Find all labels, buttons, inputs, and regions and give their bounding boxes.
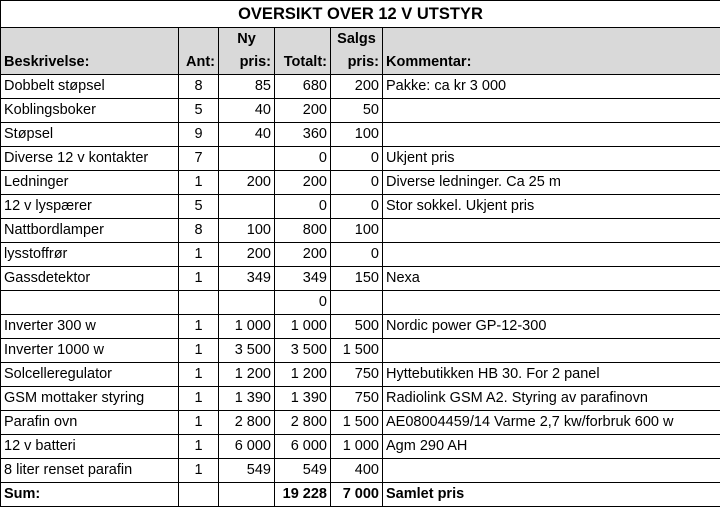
cell-ant: 1 (179, 363, 219, 387)
table-row (1, 291, 720, 315)
cell-ant: 8 (179, 219, 219, 243)
cell-beskrivelse: Støpsel (1, 123, 179, 147)
cell-beskrivelse: 12 v batteri (1, 435, 179, 459)
cell-beskrivelse: Inverter 1000 w (1, 339, 179, 363)
table-row (1, 123, 720, 147)
cell-beskrivelse: Solcelleregulator (1, 363, 179, 387)
cell-totalt: 800 (275, 219, 331, 243)
cell-beskrivelse: GSM mottaker styring (1, 387, 179, 411)
table-row (1, 411, 720, 435)
cell-salgspris: 0 (331, 147, 383, 171)
cell-beskrivelse: Diverse 12 v kontakter (1, 147, 179, 171)
cell-kommentar: Stor sokkel. Ukjent pris (383, 195, 720, 219)
title-row (1, 1, 720, 28)
cell-kommentar: Radiolink GSM A2. Styring av parafinovn (383, 387, 720, 411)
cell-salgspris: 100 (331, 123, 383, 147)
cell-beskrivelse: Gassdetektor (1, 267, 179, 291)
cell-salgspris: 1 500 (331, 411, 383, 435)
cell-ant: 1 (179, 243, 219, 267)
cell-beskrivelse: Ledninger (1, 171, 179, 195)
cell-salgspris: 500 (331, 315, 383, 339)
cell-totalt: 1 200 (275, 363, 331, 387)
cell-beskrivelse (1, 291, 179, 315)
cell-kommentar: Hyttebutikken HB 30. For 2 panel (383, 363, 720, 387)
cell-kommentar: Ukjent pris (383, 147, 720, 171)
header-salgspris: pris: (331, 51, 383, 75)
cell-pris: 1 000 (219, 315, 275, 339)
sum-totalt: 19 228 (275, 483, 331, 507)
cell-pris: 349 (219, 267, 275, 291)
cell-salgspris: 750 (331, 363, 383, 387)
cell-pris: 200 (219, 171, 275, 195)
sum-cell-empty (179, 483, 219, 507)
cell-ant: 1 (179, 387, 219, 411)
cell-totalt: 0 (275, 291, 331, 315)
cell-pris: 200 (219, 243, 275, 267)
cell-beskrivelse: Dobbelt støpsel (1, 75, 179, 99)
cell-totalt: 349 (275, 267, 331, 291)
table-row (1, 459, 720, 483)
cell-kommentar (383, 459, 720, 483)
cell-pris: 3 500 (219, 339, 275, 363)
cell-salgspris: 0 (331, 195, 383, 219)
cell-ant: 1 (179, 171, 219, 195)
cell-kommentar: Diverse ledninger. Ca 25 m (383, 171, 720, 195)
cell-ant: 1 (179, 267, 219, 291)
cell-kommentar (383, 339, 720, 363)
header-pris: pris: (219, 51, 275, 75)
cell-salgspris: 1 500 (331, 339, 383, 363)
cell-kommentar: AE08004459/14 Varme 2,7 kw/forbruk 600 w (383, 411, 720, 435)
cell-ant: 9 (179, 123, 219, 147)
header-ant: Ant: (179, 51, 219, 75)
table-row (1, 171, 720, 195)
cell-totalt: 0 (275, 195, 331, 219)
cell-salgspris: 150 (331, 267, 383, 291)
cell-totalt: 0 (275, 147, 331, 171)
sum-salgspris: 7 000 (331, 483, 383, 507)
cell-salgspris: 0 (331, 243, 383, 267)
table-row (1, 99, 720, 123)
cell-ant: 1 (179, 315, 219, 339)
header-kommentar: Kommentar: (383, 51, 720, 75)
sum-cell-empty (219, 483, 275, 507)
cell-pris: 2 800 (219, 411, 275, 435)
table-row (1, 387, 720, 411)
table-row (1, 75, 720, 99)
cell-totalt: 680 (275, 75, 331, 99)
cell-totalt: 360 (275, 123, 331, 147)
cell-pris: 100 (219, 219, 275, 243)
header-beskrivelse: Beskrivelse: (1, 51, 179, 75)
sheet-title: OVERSIKT OVER 12 V UTSTYR (1, 1, 720, 28)
cell-totalt: 3 500 (275, 339, 331, 363)
cell-pris (219, 291, 275, 315)
cell-totalt: 549 (275, 459, 331, 483)
sum-kommentar: Samlet pris (383, 483, 720, 507)
cell-pris: 549 (219, 459, 275, 483)
cell-kommentar (383, 219, 720, 243)
table-row (1, 435, 720, 459)
table-row (1, 147, 720, 171)
header-cell-empty (1, 28, 179, 52)
sum-label: Sum: (1, 483, 179, 507)
cell-totalt: 1 390 (275, 387, 331, 411)
cell-ant: 5 (179, 195, 219, 219)
cell-salgspris: 1 000 (331, 435, 383, 459)
table-row (1, 363, 720, 387)
cell-kommentar: Agm 290 AH (383, 435, 720, 459)
header-cell-empty (383, 28, 720, 52)
cell-pris: 1 390 (219, 387, 275, 411)
cell-beskrivelse: Parafin ovn (1, 411, 179, 435)
table-row (1, 315, 720, 339)
cell-salgspris: 50 (331, 99, 383, 123)
cell-totalt: 200 (275, 99, 331, 123)
cell-ant: 7 (179, 147, 219, 171)
header-row-top (1, 28, 720, 52)
cell-totalt: 200 (275, 243, 331, 267)
cell-kommentar: Nexa (383, 267, 720, 291)
cell-salgspris (331, 291, 383, 315)
header-totalt: Totalt: (275, 51, 331, 75)
cell-pris: 40 (219, 99, 275, 123)
cell-kommentar (383, 99, 720, 123)
table-row (1, 243, 720, 267)
cell-totalt: 1 000 (275, 315, 331, 339)
cell-beskrivelse: 12 v lyspærer (1, 195, 179, 219)
cell-kommentar (383, 291, 720, 315)
cell-salgspris: 0 (331, 171, 383, 195)
cell-pris: 6 000 (219, 435, 275, 459)
cell-ant: 1 (179, 459, 219, 483)
cell-pris (219, 147, 275, 171)
cell-beskrivelse: Nattbordlamper (1, 219, 179, 243)
cell-salgspris: 400 (331, 459, 383, 483)
table-row (1, 195, 720, 219)
table-row (1, 219, 720, 243)
cell-totalt: 200 (275, 171, 331, 195)
cell-ant: 8 (179, 75, 219, 99)
cell-kommentar (383, 123, 720, 147)
cell-pris: 1 200 (219, 363, 275, 387)
cell-salgspris: 750 (331, 387, 383, 411)
sum-row (1, 483, 720, 507)
header-cell-empty (275, 28, 331, 52)
cell-beskrivelse: lysstoffrør (1, 243, 179, 267)
table-row (1, 339, 720, 363)
cell-kommentar (383, 243, 720, 267)
cell-kommentar: Pakke: ca kr 3 000 (383, 75, 720, 99)
header-salgs: Salgs (331, 28, 383, 52)
cell-beskrivelse: Koblingsboker (1, 99, 179, 123)
cell-salgspris: 200 (331, 75, 383, 99)
cell-ant (179, 291, 219, 315)
cell-salgspris: 100 (331, 219, 383, 243)
cell-beskrivelse: 8 liter renset parafin (1, 459, 179, 483)
cell-pris: 85 (219, 75, 275, 99)
cell-ant: 1 (179, 339, 219, 363)
cell-ant: 1 (179, 435, 219, 459)
cell-kommentar: Nordic power GP-12-300 (383, 315, 720, 339)
cell-totalt: 6 000 (275, 435, 331, 459)
cell-pris: 40 (219, 123, 275, 147)
cell-totalt: 2 800 (275, 411, 331, 435)
cell-pris (219, 195, 275, 219)
header-row (1, 51, 720, 75)
cell-beskrivelse: Inverter 300 w (1, 315, 179, 339)
header-ny: Ny (219, 28, 275, 52)
cell-ant: 1 (179, 411, 219, 435)
cell-ant: 5 (179, 99, 219, 123)
header-cell-empty (179, 28, 219, 52)
table-row (1, 267, 720, 291)
